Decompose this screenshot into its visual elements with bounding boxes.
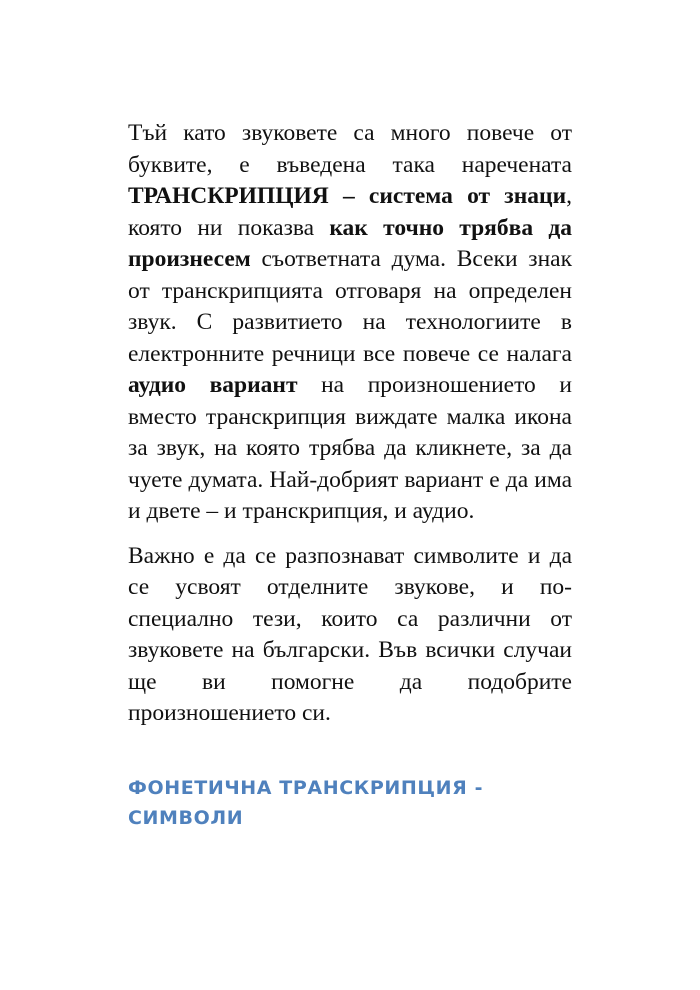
paragraph-text: съответната дума. Всеки знак от транскрипцията отговаря на определен звук. С развитието на технологиите в електронните речници все повече се налага xyxy=(128,246,572,367)
bold-phrase-transcription: ТРАНСКРИПЦИЯ – система от знаци xyxy=(128,183,567,209)
paragraph-text: Важно е да се разпознават символите и да се усвоят отделните звукове, и по-специално тези, които са различни от звуковете на български. Във всички случаи ще ви помогне да подобрите произношението си. xyxy=(128,542,572,726)
bold-phrase-audio: аудио вариант xyxy=(128,372,298,398)
paragraph-recognize-symbols xyxy=(128,541,572,730)
section-heading-line-1: ФОНЕТИЧНА ТРАНСКРИПЦИЯ - xyxy=(128,777,484,799)
paragraph-text: на произношението и вместо транскрипция виждате малка икона за звук, на която трябва да кликнете, за да чуете думата. Най-добрият вариант е да има и двете – и транскрипция, и аудио. xyxy=(128,372,572,524)
paragraph-text: Тъй като звуковете са много повече от буквите, е въведена така наречената xyxy=(128,120,572,178)
body-text xyxy=(128,118,572,730)
paragraph-text: , която ни показва xyxy=(128,183,572,241)
paragraph-transcription-intro xyxy=(128,118,572,528)
section-heading-line-2: СИМВОЛИ xyxy=(128,807,244,829)
section-heading xyxy=(128,773,572,833)
bold-phrase-pronounce: как точно трябва да произнесем xyxy=(128,214,572,272)
